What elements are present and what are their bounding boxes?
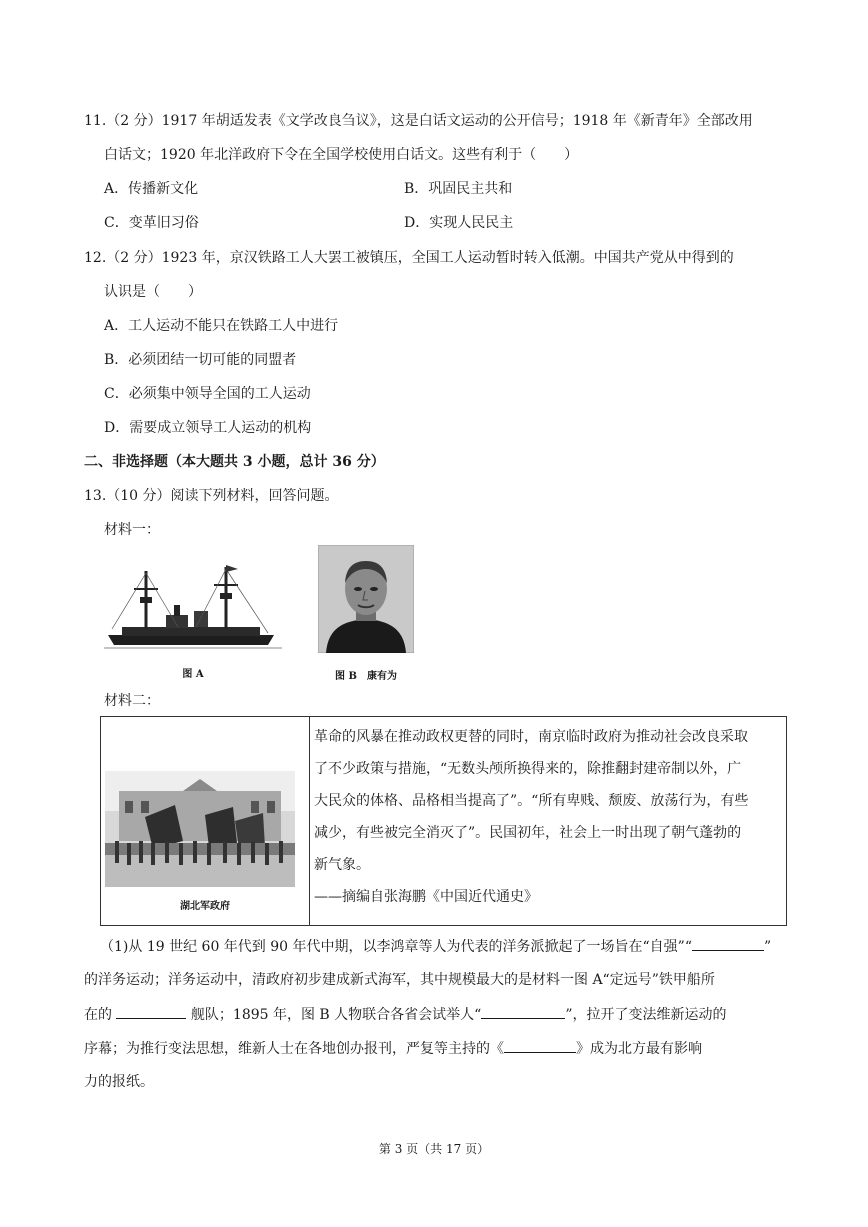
q13-sub1-line2: 的洋务运动；洋务运动中，清政府初步建成新式海军，其中规模最大的是材料一图 A“定远号”铁甲船所 [84,972,715,988]
material2-line-2: 了不少政策与措施，“无数头颅所换得来的，除推翻封建帝制以外，广 [314,761,742,777]
q13-sub1-line4 [84,1038,702,1059]
material1-label: 材料一： [104,522,160,538]
figure-a-ship [104,553,282,683]
material2-line-4: 减少，有些被完全消灭了”。民国初年，社会上一时出现了朝气蓬勃的 [314,825,742,841]
figure-b-portrait [318,545,414,685]
q13-sub1-text-4b: 》成为北方最有影响 [576,1041,702,1057]
q13-sub1-text-1b: ” [763,939,772,955]
q11-option-a: A．传播新文化 [104,181,199,197]
section-title: 二、非选择题（本大题共 3 小题，总计 36 分） [84,454,385,470]
q12-option-c: C．必须集中领导全国的工人运动 [104,386,311,402]
material2-table [100,716,787,926]
photo-caption: 湖北军政府 [180,901,230,912]
answer-blank-2[interactable] [116,1004,186,1019]
page-footer: 第 3 页（共 17 页） [378,1142,490,1156]
q13-sub1-line3 [84,1004,727,1025]
material2-label: 材料二： [104,693,160,709]
q12-option-b: B．必须团结一切可能的同盟者 [104,352,297,368]
material2-line-5: 新气象。 [314,857,370,873]
q13-sub1-text-3c: ”，拉开了变法维新运动的 [565,1007,727,1023]
answer-blank-4[interactable] [504,1038,576,1053]
figure-a-caption: 图 A [182,669,204,680]
q13-sub1-text-3a: 在的 [84,1007,112,1023]
q11-option-b: B．巩固民主共和 [404,181,513,197]
q11-option-c: C．变革旧习俗 [104,215,199,231]
q12-stem-line1: 12.（2 分）1923 年，京汉铁路工人大罢工被镇压，全国工人运动暂时转入低潮。中国共产党从中得到的 [84,250,734,266]
q12-option-a: A．工人运动不能只在铁路工人中进行 [104,318,339,334]
q11-stem-line2: 白话文；1920 年北洋政府下令在全国学校使用白话文。这些有利于（ ） [104,147,579,163]
material2-line-1: 革命的风暴在推动政权更替的同时，南京临时政府为推动社会改良采取 [314,729,748,745]
q11-option-d: D．实现人民民主 [404,215,514,231]
q13-sub1-text-1a: （1)从 19 世纪 60 年代到 90 年代中期，以李鸿章等人为代表的洋务派掀起了一场旨在“自强”“ [100,939,692,955]
q13-sub1-text-4a: 序幕；为推行变法思想，维新人士在各地创办报刊，严复等主持的《 [84,1041,504,1057]
ship-illustration [104,553,282,663]
q13-sub1-line1 [100,936,771,957]
figure-b-caption: 图 B 康有为 [335,671,397,682]
q12-option-d: D．需要成立领导工人运动的机构 [104,420,312,436]
material2-line-3: 大民众的体格、品格相当提高了”。“所有卑贱、颓废、放荡行为，有些 [314,793,749,809]
material2-photo-cell [101,717,310,926]
answer-blank-3[interactable] [481,1004,565,1019]
q13-sub1-line5: 力的报纸。 [84,1074,154,1090]
portrait-photo [318,545,414,653]
q13-sub1-text-3b: 舰队；1895 年，图 B 人物联合各省会试举人“ [190,1007,482,1023]
hubei-government-photo [105,771,295,887]
q13-intro: 13.（10 分）阅读下列材料，回答问题。 [84,488,339,504]
answer-blank-1[interactable] [692,936,764,951]
material2-text-cell [310,717,787,926]
q11-stem-line1: 11.（2 分）1917 年胡适发表《文学改良刍议》，这是白话文运动的公开信号；1918 年《新青年》全部改用 [84,113,753,129]
q12-stem-line2: 认识是（ ） [104,284,202,300]
material2-source: ——摘编自张海鹏《中国近代通史》 [314,889,538,905]
